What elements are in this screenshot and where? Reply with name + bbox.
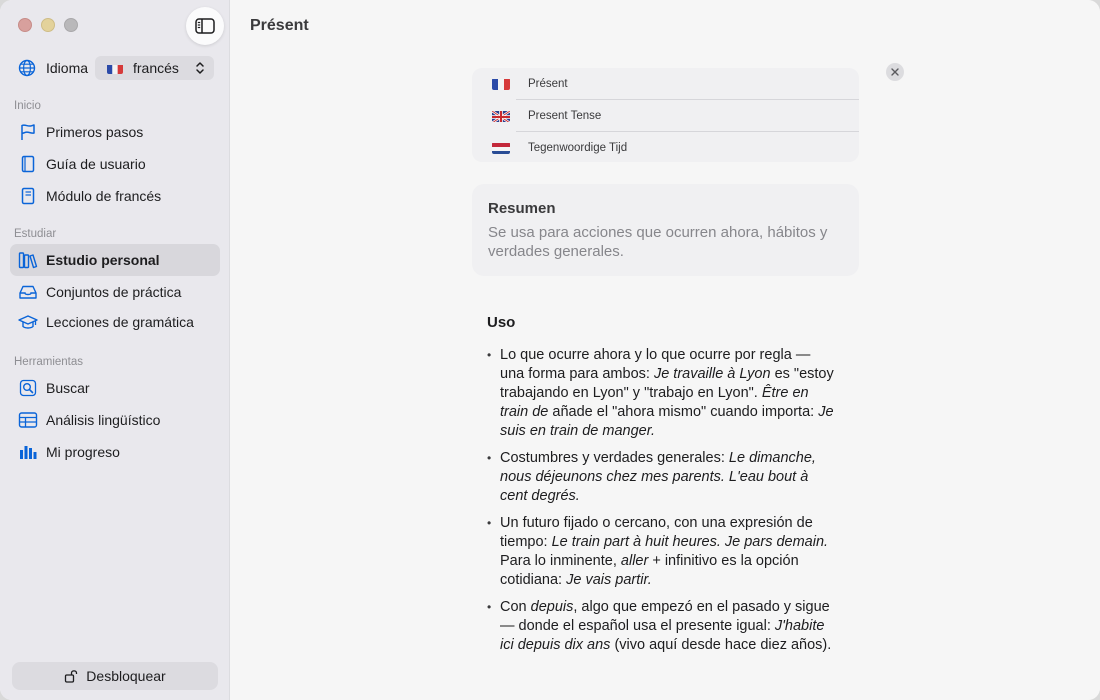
sidebar-item-primeros-pasos[interactable]: [10, 116, 220, 148]
sidebar-item-label: Buscar: [46, 380, 90, 396]
usage-example: aller: [620, 553, 649, 569]
language-label: Idioma: [46, 60, 89, 76]
usage-title: Uso: [487, 314, 516, 331]
sidebar-item-lecciones-de-gramatica[interactable]: [10, 306, 220, 338]
usage-text: añade el "ahora mismo" cuando importa:: [548, 404, 819, 420]
france-flag-icon: [107, 63, 123, 74]
sidebar-item-label: Lecciones de gramática: [46, 314, 194, 330]
sidebar-item-label: Estudio personal: [46, 252, 160, 268]
usage-example: Être en train de: [500, 385, 809, 420]
sidebar-toggle-button[interactable]: [186, 7, 224, 45]
usage-text: Para lo inminente,: [500, 553, 621, 569]
usage-text: , algo que empezó en el pasado y sigue — donde el español usa el presente igual:: [500, 599, 830, 634]
translation-text: Tegenwoordige Tijd: [528, 142, 628, 154]
usage-text: (vivo aquí desde hace diez años).: [610, 637, 832, 653]
netherlands-flag-icon: [492, 142, 510, 154]
summary-card: [472, 184, 859, 276]
france-flag-icon: [492, 78, 510, 90]
usage-example: depuis: [530, 599, 574, 615]
sidebar-item-mi-progreso[interactable]: [10, 436, 220, 468]
summary-title: Resumen: [488, 200, 556, 217]
chevron-updown-icon: [195, 61, 205, 75]
usage-example: Je travaille à Lyon: [653, 366, 771, 382]
translation-text: Présent: [528, 78, 568, 90]
sidebar-item-estudio-personal[interactable]: [10, 244, 220, 276]
usage-text: Costumbres y verdades generales:: [500, 450, 729, 466]
uk-flag-icon: [492, 110, 510, 122]
section-heading-estudiar: Estudiar: [14, 228, 57, 240]
unlock-label: Desbloquear: [86, 668, 166, 684]
chart-bar-icon: [18, 442, 38, 462]
sidebar-item-label: Módulo de francés: [46, 188, 162, 204]
translations-card: [472, 68, 859, 162]
language-select[interactable]: [95, 56, 214, 80]
sidebar-item-guia-de-usuario[interactable]: [10, 148, 220, 180]
unlock-icon: [64, 669, 78, 683]
usage-text: Un futuro fijado o cercano, con una expresión de tiempo:: [500, 515, 813, 550]
page-title: Présent: [250, 17, 309, 34]
usage-example: Le dimanche, nous déjeunons chez mes parents. L'eau bout à cent degrés.: [500, 450, 816, 504]
sidebar-item-buscar[interactable]: [10, 372, 220, 404]
window-controls: [18, 18, 78, 32]
section-heading-herramientas: Herramientas: [14, 356, 84, 368]
search-icon: [18, 378, 38, 398]
usage-list: [487, 346, 837, 663]
usage-example: Je vais partir.: [566, 572, 652, 588]
unlock-button[interactable]: [12, 662, 218, 690]
sidebar-item-conjuntos-de-practica[interactable]: [10, 276, 220, 308]
sidebar-item-label: Guía de usuario: [46, 156, 146, 172]
sidebar-toggle-icon: [195, 18, 215, 34]
book-icon: [18, 154, 38, 174]
sidebar-item-modulo-de-frances[interactable]: [10, 180, 220, 212]
close-panel-button[interactable]: [886, 63, 904, 81]
usage-text: Con: [500, 599, 531, 615]
translation-text: Present Tense: [528, 110, 602, 122]
tray-icon: [18, 282, 38, 302]
language-select-value: francés: [133, 60, 179, 76]
zoom-window-button[interactable]: [64, 18, 78, 32]
section-heading-inicio: Inicio: [14, 100, 41, 112]
books-icon: [18, 250, 38, 270]
usage-text: + infinitivo es la opción cotidiana:: [500, 553, 799, 588]
usage-item: [487, 449, 837, 506]
minimize-window-button[interactable]: [41, 18, 55, 32]
usage-text: es "estoy trabajando en Lyon" y "trabajo en Lyon".: [500, 366, 834, 401]
close-window-button[interactable]: [18, 18, 32, 32]
book-icon: [18, 186, 38, 206]
sidebar-item-label: Mi progreso: [46, 444, 120, 460]
usage-item: [487, 598, 837, 655]
sidebar-item-label: Conjuntos de práctica: [46, 284, 182, 300]
usage-example: J'habite ici depuis dix ans: [500, 618, 825, 653]
globe-icon: [18, 59, 36, 77]
usage-example: Je suis en train de manger.: [500, 404, 834, 439]
summary-text: Se usa para acciones que ocurren ahora, hábitos y verdades generales.: [488, 224, 828, 260]
main-content: [231, 0, 1100, 700]
usage-example: Le train part à huit heures. Je pars demain.: [551, 534, 829, 550]
close-icon: [891, 68, 899, 76]
usage-item: [487, 514, 837, 590]
graduation-cap-icon: [18, 312, 38, 332]
translation-row-fr: [472, 68, 859, 100]
sidebar-item-label: Análisis lingüístico: [46, 412, 161, 428]
table-icon: [18, 410, 38, 430]
usage-text: Lo que ocurre ahora y lo que ocurre por regla — una forma para ambos:: [500, 347, 811, 382]
usage-item: [487, 346, 837, 441]
sidebar-item-label: Primeros pasos: [46, 124, 144, 140]
language-row: [18, 56, 214, 80]
sidebar: [0, 0, 230, 700]
flag-icon: [18, 122, 38, 142]
sidebar-item-analisis-linguistico[interactable]: [10, 404, 220, 436]
translation-row-en: [472, 100, 859, 132]
translation-row-nl: [472, 132, 859, 164]
